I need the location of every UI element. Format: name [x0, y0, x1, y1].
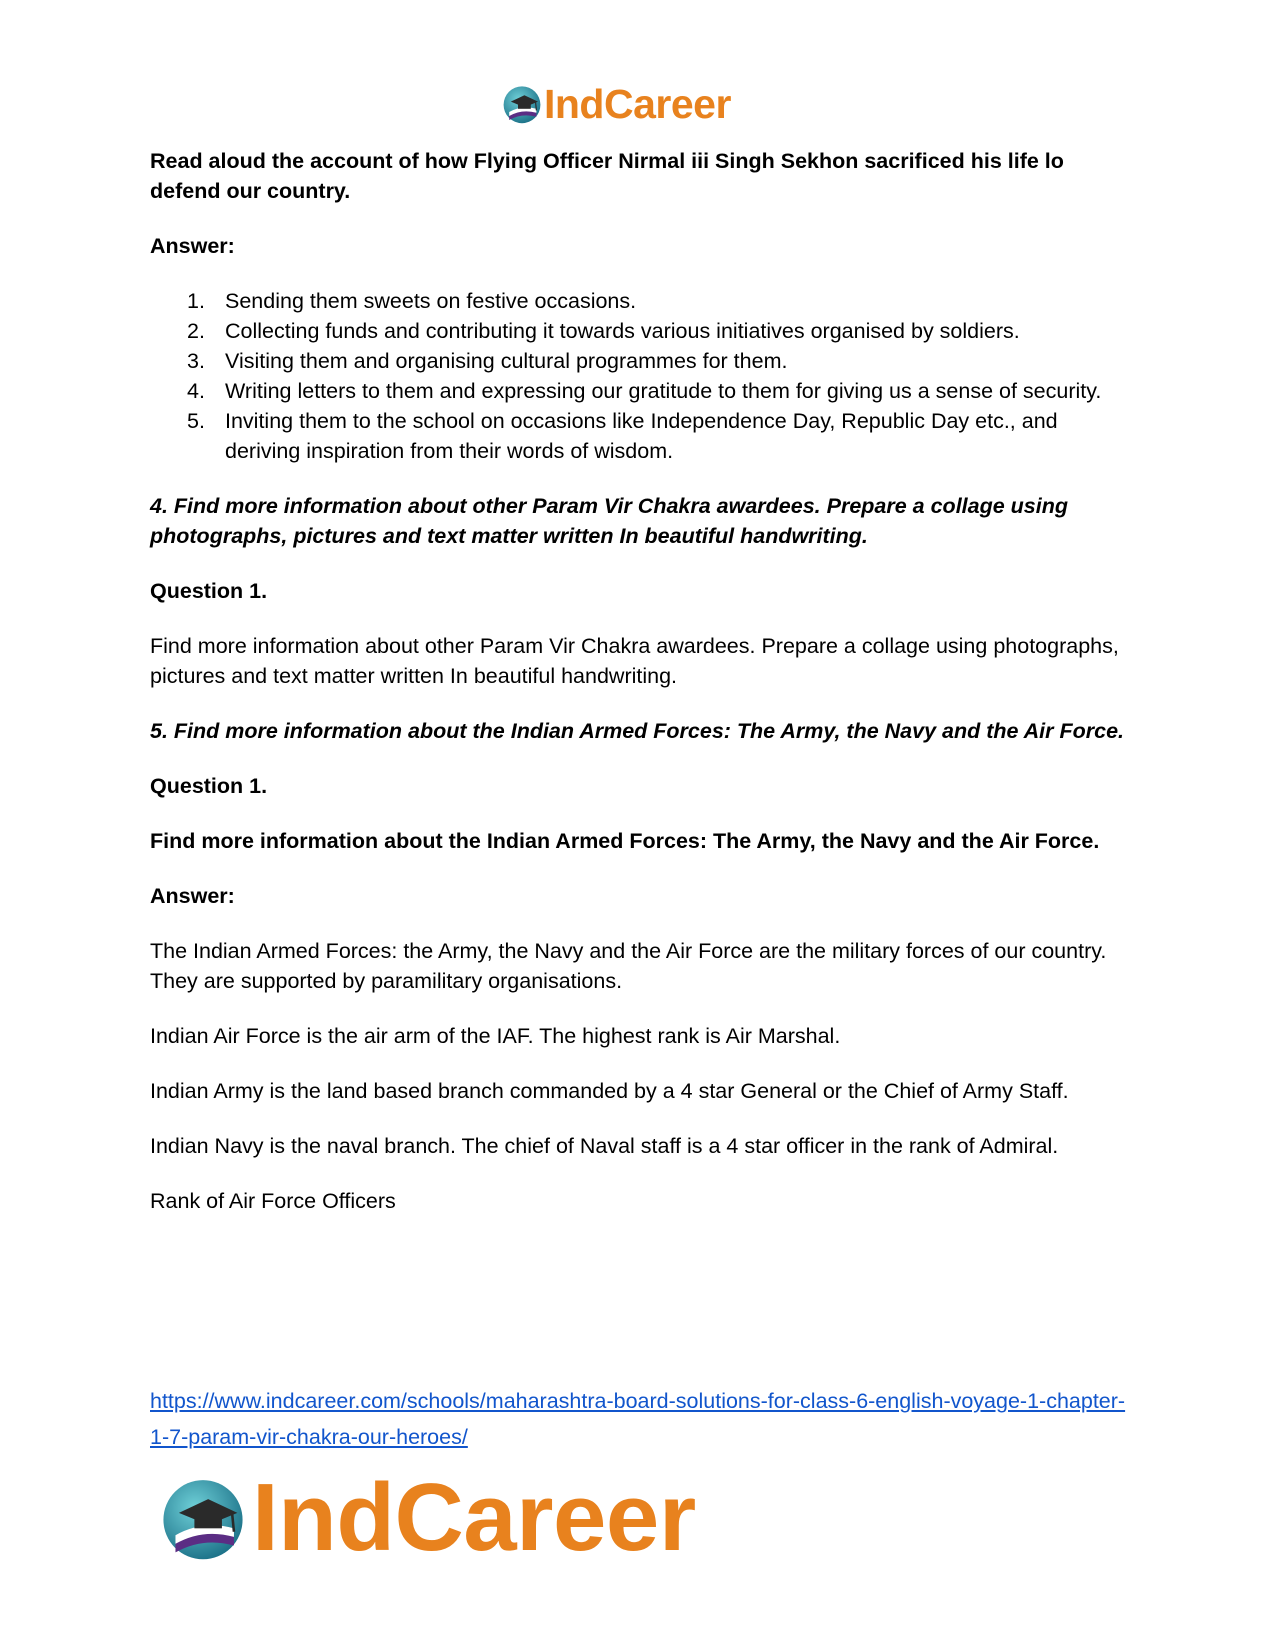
list-item-number: 4.: [187, 379, 205, 403]
answer-paragraph: The Indian Armed Forces: the Army, the Navy and the Air Force are the military forces of our country. They are supported by paramilitary organisations.: [150, 939, 1107, 993]
footer-logo: [160, 1464, 696, 1571]
list-item-text: Writing letters to them and expressing our gratitude to them for giving us a sense of security.: [225, 379, 1102, 403]
section-5-question-text: Find more information about the Indian Armed Forces: The Army, the Navy and the Air Force.: [150, 829, 1100, 853]
document-content: [150, 146, 1130, 1216]
source-link-block: [150, 1383, 1130, 1455]
intro-question: Read aloud the account of how Flying Officer Nirmal iii Singh Sekhon sacrificed his life lo defend our country.: [150, 149, 1064, 203]
list-item: [150, 316, 1130, 346]
answer-label: Answer:: [150, 234, 235, 258]
graduation-cap-logo-icon: [502, 84, 542, 124]
section-5-answer-label: Answer:: [150, 884, 235, 908]
list-item-text: Collecting funds and contributing it towards various initiatives organised by soldiers.: [225, 319, 1020, 343]
source-link[interactable]: https://www.indcareer.com/schools/maharashtra-board-solutions-for-class-6-english-voyage-1-chapter-1-7-param-vir-chakra-our-heroes/: [150, 1389, 1126, 1449]
list-item-text: Sending them sweets on festive occasions.: [225, 289, 637, 313]
list-item: [150, 376, 1130, 406]
answer-paragraph: Indian Air Force is the air arm of the IAF. The highest rank is Air Marshal.: [150, 1024, 841, 1048]
section-5-question-label: Question 1.: [150, 774, 268, 798]
section-5-heading: 5. Find more information about the Indian Armed Forces: The Army, the Navy and the Air Force.: [150, 719, 1125, 743]
graduation-cap-logo-icon: [160, 1475, 246, 1561]
list-item-text: Visiting them and organising cultural programmes for them.: [225, 349, 788, 373]
list-item: [150, 346, 1130, 376]
section-4-heading: 4. Find more information about other Param Vir Chakra awardees. Prepare a collage using photographs, pictures and text matter written In beautiful handwriting.: [150, 494, 1068, 548]
logo-text: IndCareer: [544, 80, 731, 127]
list-item-number: 2.: [187, 319, 205, 343]
answer-paragraph: Rank of Air Force Officers: [150, 1189, 396, 1213]
list-item-number: 1.: [187, 289, 205, 313]
answer-paragraph: Indian Navy is the naval branch. The chief of Naval staff is a 4 star officer in the rank of Admiral.: [150, 1134, 1059, 1158]
section-4-question-text: Find more information about other Param Vir Chakra awardees. Prepare a collage using photographs, pictures and text matter written In beautiful handwriting.: [150, 634, 1119, 688]
answer-list: [150, 286, 1130, 466]
logo-text: IndCareer: [252, 1464, 696, 1571]
list-item: [150, 406, 1130, 466]
list-item-number: 3.: [187, 349, 205, 373]
answer-paragraph: Indian Army is the land based branch commanded by a 4 star General or the Chief of Army Staff.: [150, 1079, 1069, 1103]
list-item-text: Inviting them to the school on occasions like Independence Day, Republic Day etc., and deriving inspiration from their words of wisdom.: [225, 409, 1058, 463]
list-item-number: 5.: [187, 409, 205, 433]
list-item: [150, 286, 1130, 316]
section-4-question-label: Question 1.: [150, 579, 268, 603]
header-logo: [502, 80, 731, 128]
